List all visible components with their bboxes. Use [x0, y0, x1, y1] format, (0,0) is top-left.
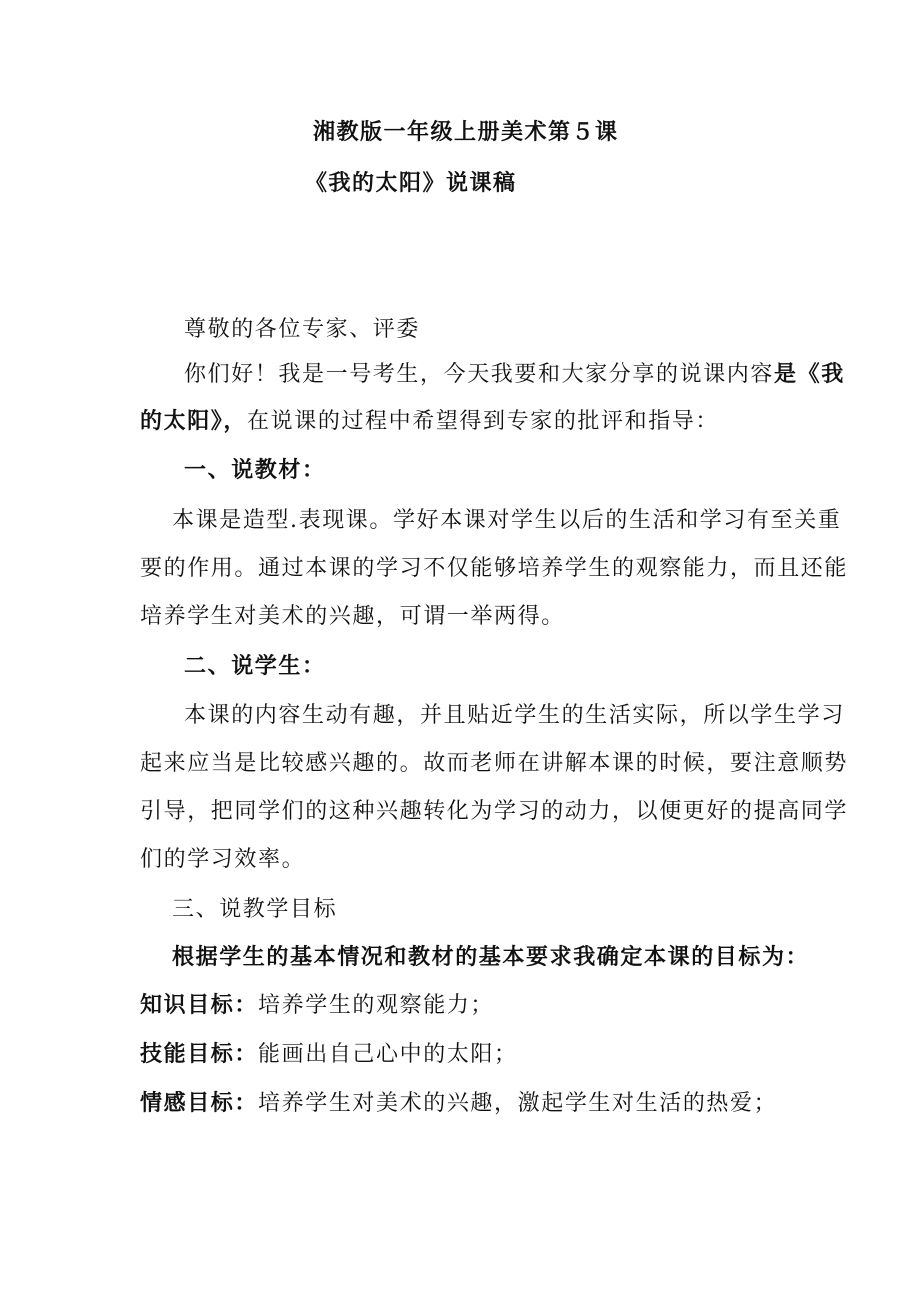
- goal-label: 情感目标：: [140, 1091, 259, 1116]
- section-heading: 三、说教学目标: [172, 897, 338, 922]
- intro-line-2: [140, 407, 719, 437]
- goal-emotion: [140, 1089, 777, 1119]
- paragraph-line: 培养学生对美术的兴趣，可谓一举两得。: [140, 604, 565, 629]
- intro-text: 你们好！我是一号考生，今天我要和大家分享的说课内容: [184, 362, 775, 387]
- paragraph-line: 起来应当是比较感兴趣的。故而老师在讲解本课的时候，要注意顺势: [140, 751, 849, 776]
- section-heading: 二、说学生：: [184, 654, 326, 679]
- goal-text: 能画出自己心中的太阳；: [258, 1042, 518, 1067]
- paragraph-line: 本课的内容生动有趣，并且贴近学生的生活实际，所以学生学习: [184, 703, 845, 728]
- paragraph-line: 本课是造型.表现课。学好本课对学生以后的生活和学习有至关重: [172, 508, 842, 533]
- goal-label: 知识目标：: [140, 993, 259, 1018]
- goals-intro: 根据学生的基本情况和教材的基本要求我确定本课的目标为：: [172, 945, 810, 970]
- intro-title-bold: 是《我: [774, 362, 845, 387]
- goal-label: 技能目标：: [140, 1042, 259, 1067]
- intro-title-bold-cont: 的太阳》，: [140, 409, 248, 434]
- paragraph-line: 要的作用。通过本课的学习不仅能够培养学生的观察能力，而且还能: [140, 556, 849, 581]
- document-title: 湘教版一年级上册美术第５课: [313, 120, 619, 145]
- intro-text-cont: 在说课的过程中希望得到专家的批评和指导：: [247, 409, 720, 434]
- goal-text: 培养学生的观察能力；: [258, 993, 495, 1018]
- greeting: 尊敬的各位专家、评委: [184, 317, 421, 342]
- goal-skill: [140, 1040, 518, 1070]
- document-subtitle: 《我的太阳》说课稿: [305, 171, 517, 196]
- intro-line-1: [184, 360, 845, 390]
- paragraph-line: 引导，把同学们的这种兴趣转化为学习的动力，以便更好的提高同学: [140, 799, 849, 824]
- goal-text: 培养学生对美术的兴趣，激起学生对生活的热爱；: [258, 1091, 778, 1116]
- section-heading: 一、说教材：: [184, 458, 326, 483]
- paragraph-line: 们的学习效率。: [140, 847, 306, 872]
- goal-knowledge: [140, 991, 494, 1021]
